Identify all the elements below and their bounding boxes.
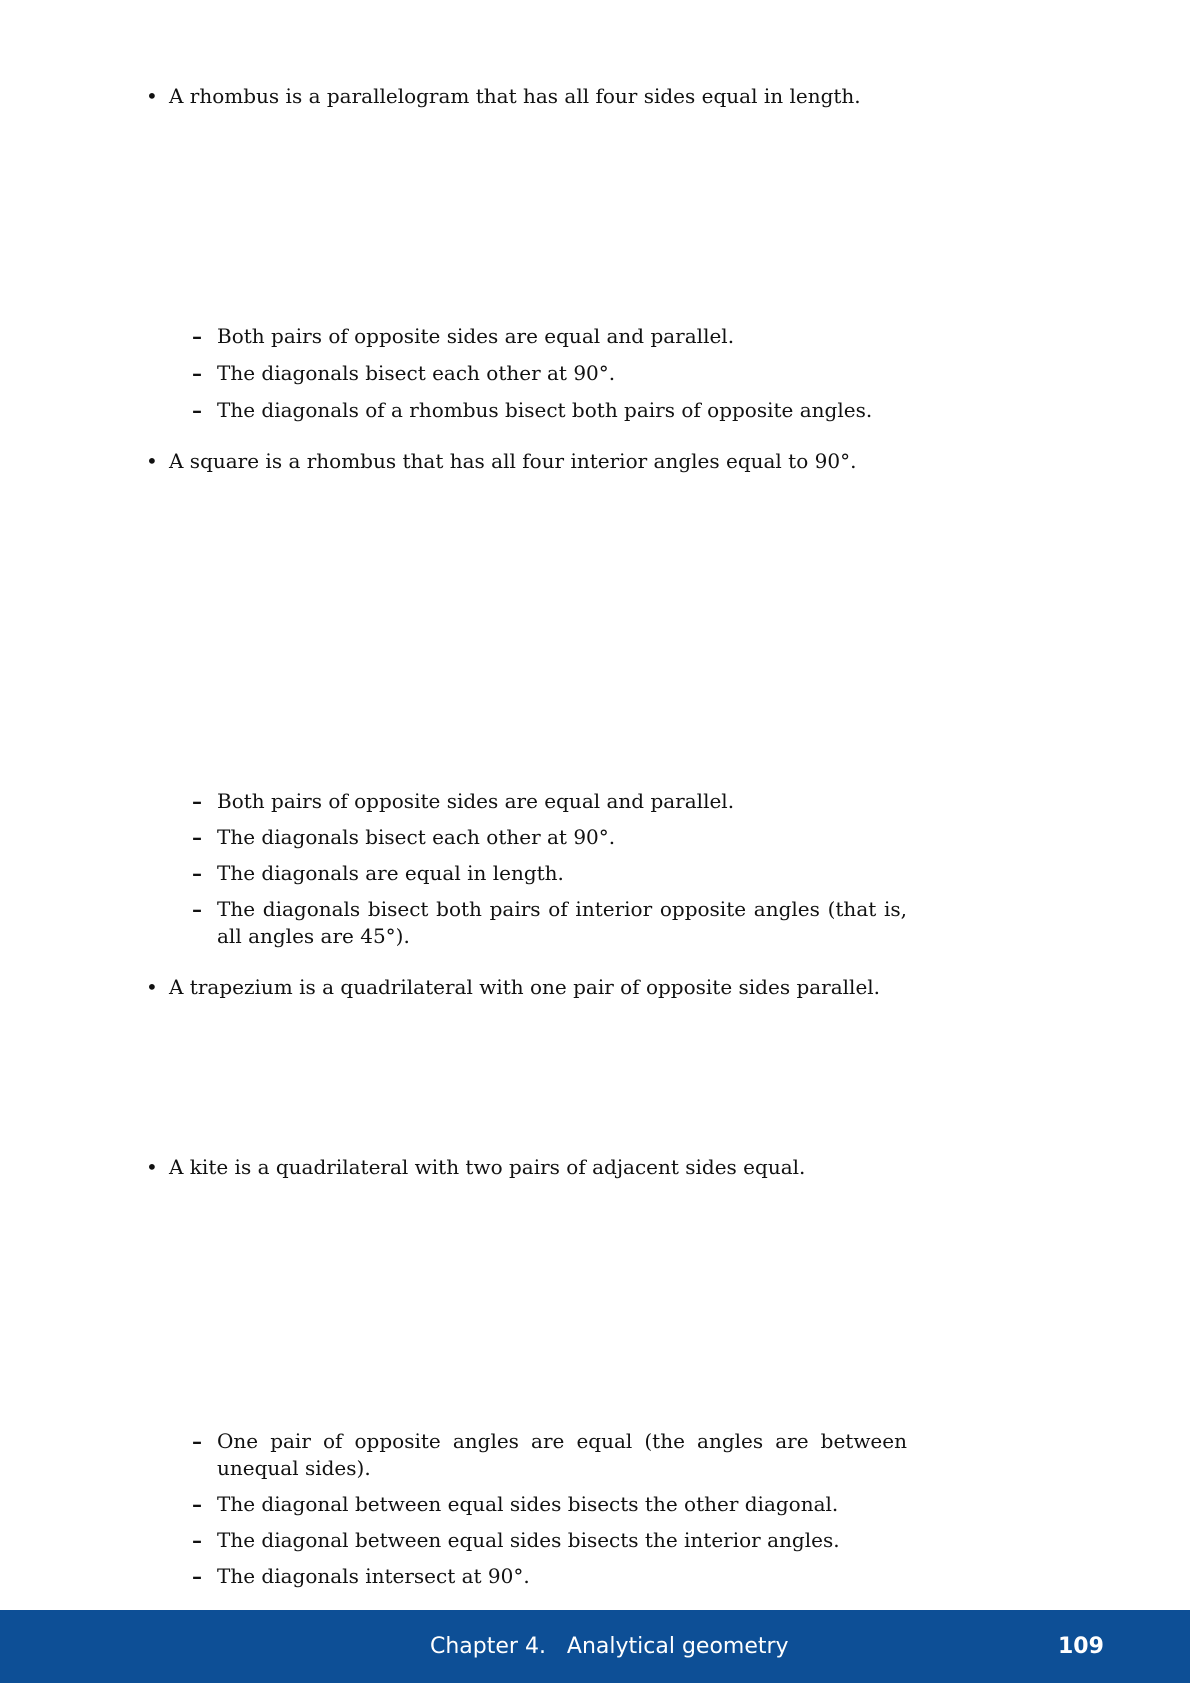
dash: – xyxy=(192,361,202,385)
trapezium-definition: A trapezium is a quadrilateral with one pair of opposite sides parallel. xyxy=(169,975,881,999)
square-property-4: The diagonals bisect both pairs of interior opposite angles (that is, all angles are 45°). xyxy=(217,897,907,948)
right-angle-marker xyxy=(530,615,546,623)
dash: – xyxy=(192,398,202,422)
rhombus-definition: A rhombus is a parallelogram that has all four sides equal in length. xyxy=(169,84,861,108)
vertex-label-a: A xyxy=(424,270,439,294)
dash: – xyxy=(192,324,202,348)
vertex-label-d: D xyxy=(456,1264,473,1288)
kite-property-3: The diagonal between equal sides bisects the interior angles. xyxy=(217,1528,840,1552)
vertex-label-c: C xyxy=(636,128,652,152)
square-definition: A square is a rhombus that has all four interior angles equal to 90°. xyxy=(169,449,857,473)
square-property-3: The diagonals are equal in length. xyxy=(217,861,564,885)
dash: – xyxy=(192,861,202,885)
right-angle-marker xyxy=(538,1275,550,1287)
bullet: • xyxy=(146,449,158,473)
kite-property-2: The diagonal between equal sides bisects the other diagonal. xyxy=(217,1492,839,1516)
vertex-label-d: D xyxy=(450,128,467,152)
rhombus-property-1: Both pairs of opposite sides are equal and parallel. xyxy=(217,324,735,348)
rhombus-property-2: The diagonals bisect each other at 90°. xyxy=(217,361,616,385)
page-number: 109 xyxy=(1058,1634,1104,1659)
kite-property-4: The diagonals intersect at 90°. xyxy=(217,1564,530,1588)
vertex-label-b: B xyxy=(600,1264,615,1288)
rhombus-property-3: The diagonals of a rhombus bisect both pairs of opposite angles. xyxy=(217,398,873,422)
square-property-2: The diagonals bisect each other at 90°. xyxy=(217,825,616,849)
bullet: • xyxy=(146,975,158,999)
right-angle-marker xyxy=(525,181,553,196)
dash: – xyxy=(192,1564,202,1588)
dash: – xyxy=(192,825,202,849)
vertex-label-a: A xyxy=(396,734,411,758)
page-footer xyxy=(0,1610,1190,1683)
kite-property-1: One pair of opposite angles are equal (the angles are between unequal sides). xyxy=(217,1429,907,1480)
kite-definition: A kite is a quadrilateral with two pairs of adjacent sides equal. xyxy=(169,1155,806,1179)
dash: – xyxy=(192,897,202,921)
dash: – xyxy=(192,789,202,813)
vertex-label-a: A xyxy=(532,1195,547,1219)
bullet: • xyxy=(146,1155,158,1179)
square-property-1: Both pairs of opposite sides are equal and parallel. xyxy=(217,789,735,813)
chapter-title: Chapter 4. Analytical geometry xyxy=(430,1634,789,1659)
vertex-label-b: B xyxy=(666,734,681,758)
vertex-label-c: C xyxy=(532,1386,548,1410)
vertex-label-c: C xyxy=(666,507,682,531)
dash: – xyxy=(192,1528,202,1552)
vertex-label-d: D xyxy=(394,507,411,531)
dash: – xyxy=(192,1429,202,1453)
bullet: • xyxy=(146,84,158,108)
vertex-label-b: B xyxy=(608,270,623,294)
dash: – xyxy=(192,1492,202,1516)
trapezium-outline xyxy=(437,1018,632,1131)
